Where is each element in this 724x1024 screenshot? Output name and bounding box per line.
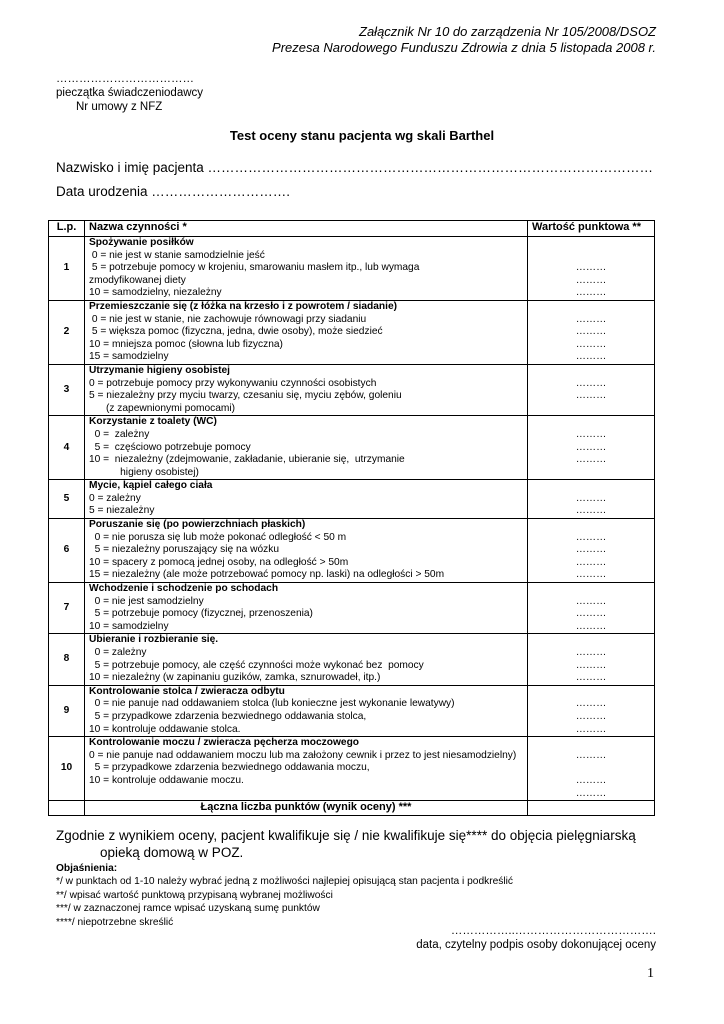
score-blank xyxy=(532,250,650,263)
row-number: 6 xyxy=(49,519,85,583)
score-blank: ……… xyxy=(575,505,607,517)
score-blank: ……… xyxy=(575,338,607,350)
activity-title: Spożywanie posiłków xyxy=(89,237,194,248)
scoring-option[interactable]: 0 = nie jest w stanie, nie zachowuje równowagi przy siadaniu xyxy=(89,313,367,325)
stamp-label: pieczątka świadczeniodawcy xyxy=(56,87,204,99)
birth-date-field: Data urodzenia …………………………. xyxy=(56,184,291,199)
row-number: 3 xyxy=(49,364,85,415)
score-spacer xyxy=(532,686,650,699)
score-blank: ……… xyxy=(575,749,607,761)
table-row xyxy=(49,634,655,685)
table-row xyxy=(49,519,655,583)
table-header-row xyxy=(49,221,655,237)
score-blank: ……… xyxy=(575,274,607,286)
score-blank: ……… xyxy=(575,262,607,274)
score-blank: ……… xyxy=(575,313,607,325)
row-number: 10 xyxy=(49,737,85,801)
scoring-option[interactable]: 15 = samodzielny xyxy=(89,351,169,363)
activity-title: Kontrolowanie moczu / zwieracza pęcherza moczowego xyxy=(89,737,360,749)
activity-description xyxy=(85,480,528,519)
header-value: Wartość punktowa ** xyxy=(528,221,655,237)
row-number: 1 xyxy=(49,237,85,301)
score-blank: ……… xyxy=(575,723,607,735)
activity-title: Przemieszczanie się (z łóżka na krzesło i z powrotem / siadanie) xyxy=(89,300,397,312)
scoring-option[interactable]: 5 = niezależny przy myciu twarzy, czesaniu się, myciu zębów, goleniu xyxy=(89,390,402,402)
score-cell[interactable] xyxy=(528,737,655,801)
scoring-option[interactable]: (z zapewnionymi pomocami) xyxy=(89,402,236,414)
stamp-dots: ……………………………… xyxy=(56,73,194,85)
activity-description xyxy=(85,737,528,801)
activity-title: Korzystanie z toalety (WC) xyxy=(89,416,217,428)
header-activity: Nazwa czynności * xyxy=(85,221,528,237)
score-cell[interactable] xyxy=(528,583,655,634)
table-row xyxy=(49,737,655,801)
table-row xyxy=(49,364,655,415)
scoring-option[interactable]: 0 = nie jest samodzielny xyxy=(89,595,204,607)
scoring-option[interactable]: 0 = potrzebuje pomocy przy wykonywaniu czynności osobistych xyxy=(89,377,377,389)
score-spacer xyxy=(532,416,650,429)
scoring-option[interactable]: 0 = nie panuje nad oddawaniem stolca (lub konieczne jest wykonanie lewatywy) xyxy=(89,698,455,710)
score-blank: ……… xyxy=(575,326,607,338)
score-blank: ……… xyxy=(575,377,607,389)
scoring-option[interactable]: 0 = nie panuje nad oddawaniem moczu lub ma założony cewnik i przez to jest niesamodzielny) xyxy=(89,749,517,761)
scoring-option[interactable]: zmodyfikowanej diety xyxy=(89,274,186,286)
conclusion-line-1: Zgodnie z wynikiem oceny, pacjent kwalifikuje się / nie kwalifikuje się**** do objęcia pielęgniarską xyxy=(56,828,636,843)
explanation-item: ****/ niepotrzebne skreślić xyxy=(56,916,174,928)
score-spacer xyxy=(532,583,650,596)
scoring-option[interactable]: 0 = nie porusza się lub może pokonać odległość < 50 m xyxy=(89,531,347,543)
scoring-option[interactable]: 5 = potrzebuje pomocy (fizycznej, przenoszenia) xyxy=(89,608,313,620)
signature-block xyxy=(416,924,656,952)
row-number: 8 xyxy=(49,634,85,685)
score-blank: ……… xyxy=(575,428,607,440)
scoring-option[interactable]: 10 = mniejsza pomoc (słowna lub fizyczna) xyxy=(89,338,283,350)
score-blank: ……… xyxy=(575,698,607,710)
activity-title: Mycie, kąpiel całego ciała xyxy=(89,480,213,492)
score-blank: ……… xyxy=(575,620,607,632)
barthel-table xyxy=(48,220,655,816)
scoring-option[interactable]: 5 = niezależny poruszający się na wózku xyxy=(89,544,279,556)
table-row xyxy=(49,300,655,364)
activity-description xyxy=(85,519,528,583)
score-spacer xyxy=(532,301,650,314)
score-blank: ……… xyxy=(575,351,607,363)
table-row xyxy=(49,685,655,736)
activity-description xyxy=(85,364,528,415)
explanations-heading: Objaśnienia: xyxy=(56,863,118,874)
score-cell[interactable] xyxy=(528,416,655,480)
score-spacer xyxy=(532,365,650,378)
activity-description xyxy=(85,237,528,301)
score-blank: ……… xyxy=(575,287,607,299)
conclusion xyxy=(56,827,656,861)
row-number: 9 xyxy=(49,685,85,736)
score-blank: ……… xyxy=(575,672,607,684)
score-blank: ……… xyxy=(575,710,607,722)
table-row xyxy=(49,480,655,519)
activity-description xyxy=(85,583,528,634)
score-blank: ……… xyxy=(575,647,607,658)
explanation-item: ***/ w zaznaczonej ramce wpisać uzyskaną sumę punktów xyxy=(56,903,320,915)
score-blank xyxy=(532,403,650,416)
score-blank: ……… xyxy=(575,595,607,607)
activity-title: Wchodzenie i schodzenie po schodach xyxy=(89,583,279,595)
scoring-option[interactable]: 10 = samodzielny, niezależny xyxy=(89,287,222,299)
scoring-option[interactable]: 0 = zależny xyxy=(89,492,141,504)
scoring-option[interactable]: 10 = samodzielny xyxy=(89,620,169,632)
table-row xyxy=(49,416,655,480)
patient-name-field: Nazwisko i imię pacjenta ……………………………………………………………………………………… xyxy=(56,160,654,175)
row-number: 5 xyxy=(49,480,85,519)
activity-description xyxy=(85,685,528,736)
scoring-option[interactable]: 0 = nie jest w stanie samodzielnie jeść xyxy=(89,249,265,261)
scoring-option[interactable]: 5 = niezależny xyxy=(89,505,155,517)
activity-description xyxy=(85,300,528,364)
table-row xyxy=(49,583,655,634)
score-blank: ……… xyxy=(575,556,607,568)
score-blank: ……… xyxy=(575,569,607,581)
activity-title: Poruszanie się (po powierzchniach płaskich) xyxy=(89,519,306,531)
score-cell[interactable] xyxy=(528,634,655,685)
scoring-option[interactable]: higieny osobistej) xyxy=(89,466,199,478)
header-lp: L.p. xyxy=(49,221,85,237)
total-value-cell[interactable] xyxy=(528,801,655,816)
scoring-option[interactable]: 5 = potrzebuje pomocy, ale część czynności może wykonać bez pomocy xyxy=(89,659,424,671)
score-cell[interactable] xyxy=(528,364,655,415)
activity-title: Kontrolowanie stolca / zwieracza odbytu xyxy=(89,685,285,697)
score-cell[interactable] xyxy=(528,685,655,736)
explanation-item: */ w punktach od 1-10 należy wybrać jedną z możliwości najlepiej opisującą stan pacjenta i podkreślić xyxy=(56,876,513,888)
score-cell[interactable] xyxy=(528,519,655,583)
score-spacer xyxy=(532,519,650,532)
score-spacer xyxy=(532,634,650,647)
page-number: 1 xyxy=(647,966,654,981)
total-label: Łączna liczba punktów (wynik oceny) *** xyxy=(85,801,528,816)
contract-number-label: Nr umowy z NFZ xyxy=(76,101,163,113)
scoring-option[interactable]: 15 = niezależny (ale może potrzebować pomocy np. laski) na odległości > 50m xyxy=(89,569,445,581)
scoring-option[interactable]: 5 = przypadkowe zdarzenia bezwiednego oddawania stolca, xyxy=(89,710,367,722)
activity-description xyxy=(85,634,528,685)
document-header xyxy=(272,24,656,56)
total-row xyxy=(49,801,655,816)
activity-description xyxy=(85,416,528,480)
row-number: 2 xyxy=(49,300,85,364)
header-line-1: Załącznik Nr 10 do zarządzenia Nr 105/2008/DSOZ xyxy=(359,24,656,39)
scoring-option[interactable]: 10 = niezależny (w zapinaniu guzików, zamka, sznurowadeł, itp.) xyxy=(89,672,381,684)
row-number: 7 xyxy=(49,583,85,634)
row-number: 4 xyxy=(49,416,85,480)
scoring-option[interactable]: 5 = większa pomoc (fizyczna, jedna, dwie osoby), może siedzieć xyxy=(89,326,383,338)
score-blank xyxy=(532,467,650,480)
conclusion-line-2: opieką domową w POZ. xyxy=(100,845,244,860)
scoring-option[interactable]: 10 = spacery z pomocą jednej osoby, na odległość > 50m xyxy=(89,556,349,568)
scoring-option[interactable]: 0 = zależny xyxy=(89,647,147,658)
score-blank: ……… xyxy=(575,544,607,556)
scoring-option[interactable]: 5 = przypadkowe zdarzenia bezwiednego oddawania moczu, xyxy=(89,762,370,774)
explanation-item: **/ wpisać wartość punktową przypisaną wybranej możliwości xyxy=(56,889,333,901)
signature-dots: ……………..………………………………. xyxy=(450,925,656,937)
provider-stamp xyxy=(56,72,203,114)
table-row xyxy=(49,237,655,301)
page-title: Test oceny stanu pacjenta wg skali Barthel xyxy=(229,128,495,143)
score-blank: ……… xyxy=(575,454,607,466)
score-cell[interactable] xyxy=(528,237,655,301)
score-cell[interactable] xyxy=(528,480,655,519)
score-blank: ……… xyxy=(575,608,607,620)
activity-title: Ubieranie i rozbieranie się. xyxy=(89,634,219,646)
score-blank: ……… xyxy=(575,492,607,504)
scoring-option[interactable]: 5 = potrzebuje pomocy w krojeniu, smarowaniu masłem itp., lub wymaga xyxy=(89,262,420,274)
score-blank: ……… xyxy=(575,774,607,786)
score-cell[interactable] xyxy=(528,300,655,364)
scoring-option[interactable]: 0 = zależny xyxy=(89,428,150,440)
score-blank: ……… xyxy=(575,390,607,402)
score-spacer xyxy=(532,480,650,493)
explanations xyxy=(56,862,513,929)
activity-title: Utrzymanie higieny osobistej xyxy=(89,364,230,376)
header-line-2: Prezesa Narodowego Funduszu Zdrowia z dnia 5 listopada 2008 r. xyxy=(272,40,656,55)
score-blank: ……… xyxy=(575,531,607,543)
scoring-option[interactable]: 10 = kontroluje oddawanie moczu. xyxy=(89,774,244,786)
score-spacer xyxy=(532,237,650,250)
score-blank: ……… xyxy=(575,441,607,453)
score-blank: ……… xyxy=(575,787,607,799)
score-blank: ……… xyxy=(575,659,607,671)
signature-label: data, czytelny podpis osoby dokonującej oceny xyxy=(416,939,656,951)
scoring-option[interactable]: 5 = częściowo potrzebuje pomocy xyxy=(89,441,251,453)
scoring-option[interactable]: 10 = niezależny (zdejmowanie, zakładanie, ubieranie się, utrzymanie xyxy=(89,454,405,466)
score-spacer xyxy=(532,737,650,750)
scoring-option[interactable]: 10 = kontroluje oddawanie stolca. xyxy=(89,723,241,735)
